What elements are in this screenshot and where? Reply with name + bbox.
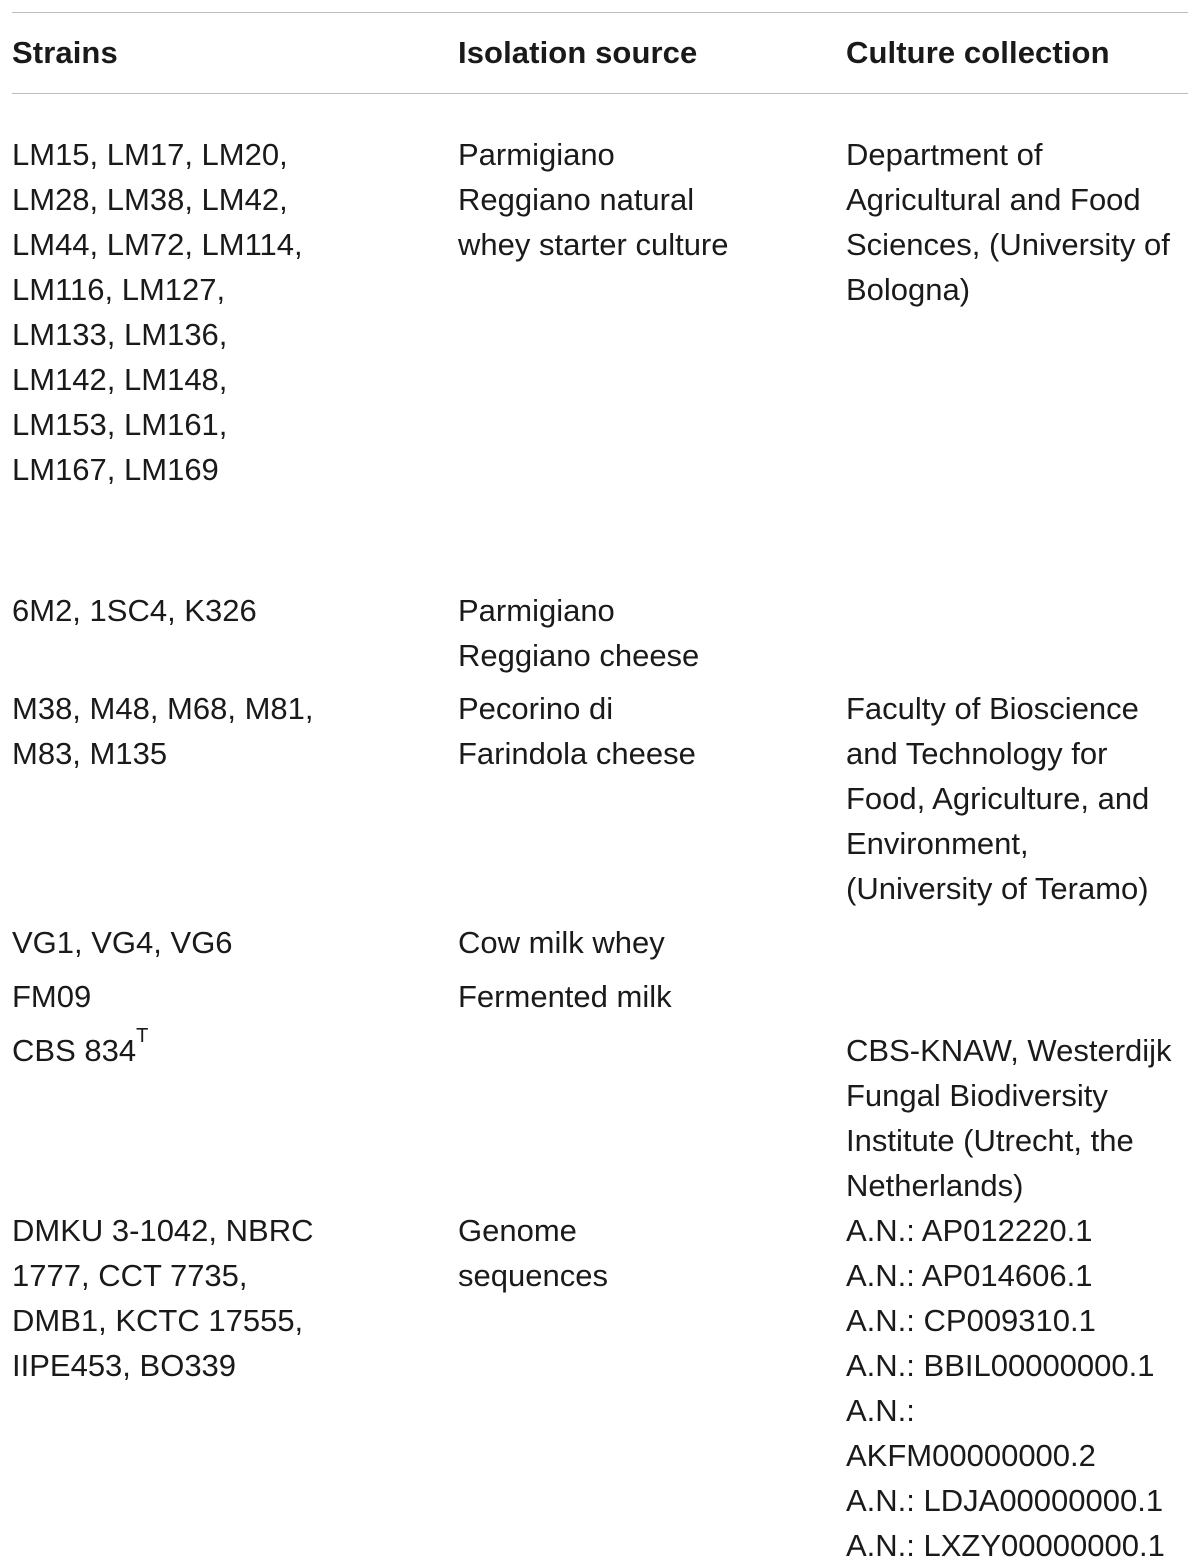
table-row xyxy=(12,974,1188,1019)
cell-culture-collection-line: Netherlands) xyxy=(846,1168,1024,1203)
cell-strains-line: LM28, LM38, LM42, xyxy=(12,182,288,217)
cell-isolation-source xyxy=(458,686,846,911)
table-row xyxy=(12,588,1188,678)
cell-culture-collection-line: Fungal Biodiversity xyxy=(846,1078,1108,1113)
cell-isolation-source-line: Reggiano natural xyxy=(458,182,695,217)
cell-strains-line: LM116, LM127, xyxy=(12,272,226,307)
cell-isolation-source xyxy=(458,1208,846,1568)
cell-strains-line: IIPE453, BO339 xyxy=(12,1348,237,1383)
header-isolation-source: Isolation source xyxy=(458,35,698,70)
cell-strains-line: M38, M48, M68, M81, xyxy=(12,691,314,726)
cell-isolation-source-line: Reggiano cheese xyxy=(458,638,700,673)
table-row xyxy=(12,132,1188,492)
cell-strains-line: DMB1, KCTC 17555, xyxy=(12,1303,304,1338)
cell-isolation-source-line: Genome xyxy=(458,1213,577,1248)
cell-isolation-source-line: whey starter culture xyxy=(458,227,729,262)
cell-culture-collection-line: Sciences, (University of xyxy=(846,227,1170,262)
table-row xyxy=(12,1025,1188,1208)
strains-table xyxy=(12,12,1188,1563)
cell-strains xyxy=(12,1208,458,1568)
table-row xyxy=(12,686,1188,911)
cell-culture-collection-line: and Technology for xyxy=(846,736,1108,771)
cell-culture-collection-line: Agricultural and Food xyxy=(846,182,1141,217)
cell-isolation-source xyxy=(458,974,846,1019)
cell-strains-line: LM15, LM17, LM20, xyxy=(12,137,288,172)
cell-strains-line: FM09 xyxy=(12,979,92,1014)
cell-strains-line: LM167, LM169 xyxy=(12,452,219,487)
cell-isolation-source xyxy=(458,920,846,965)
cell-strains-line: LM133, LM136, xyxy=(12,317,228,352)
cell-culture-collection xyxy=(846,686,1188,911)
cell-isolation-source-line: Pecorino di xyxy=(458,691,614,726)
cell-strains-line: LM153, LM161, xyxy=(12,407,228,442)
cell-culture-collection-line: Food, Agriculture, and xyxy=(846,781,1150,816)
cell-culture-collection-line: Environment, xyxy=(846,826,1029,861)
cell-strains xyxy=(12,686,458,911)
cell-strains-line: DMKU 3-1042, NBRC xyxy=(12,1213,314,1248)
cell-culture-collection xyxy=(846,132,1188,492)
header-strains: Strains xyxy=(12,35,118,70)
cell-culture-collection xyxy=(846,974,1188,1019)
cell-culture-collection-line: A.N.: xyxy=(846,1393,915,1428)
table-header-rule xyxy=(12,93,1188,94)
cell-isolation-source xyxy=(458,588,846,678)
type-strain-superscript: T xyxy=(136,1025,149,1047)
cell-culture-collection-line: A.N.: AP012220.1 xyxy=(846,1213,1093,1248)
cell-strains xyxy=(12,588,458,678)
cell-isolation-source xyxy=(458,1028,846,1208)
cell-isolation-source-line: Fermented milk xyxy=(458,979,672,1014)
cell-isolation-source-line: Farindola cheese xyxy=(458,736,696,771)
cell-culture-collection-line: A.N.: LXZY00000000.1 xyxy=(846,1528,1165,1563)
cell-strains-line: LM44, LM72, LM114, xyxy=(12,227,303,262)
cell-strains-line: VG1, VG4, VG6 xyxy=(12,925,233,960)
strain-name: CBS 834 xyxy=(12,1033,137,1068)
cell-isolation-source-line: Cow milk whey xyxy=(458,925,665,960)
cell-culture-collection-line: A.N.: LDJA00000000.1 xyxy=(846,1483,1164,1518)
cell-culture-collection xyxy=(846,920,1188,965)
cell-strains-line: M83, M135 xyxy=(12,736,168,771)
header-culture-collection: Culture collection xyxy=(846,35,1110,70)
cell-culture-collection-line: CBS-KNAW, Westerdijk xyxy=(846,1033,1172,1068)
cell-isolation-source-line: Parmigiano xyxy=(458,593,615,628)
cell-strains-line: LM142, LM148, xyxy=(12,362,228,397)
cell-culture-collection-line: (University of Teramo) xyxy=(846,871,1149,906)
cell-culture-collection-line: Faculty of Bioscience xyxy=(846,691,1139,726)
cell-isolation-source-line: Parmigiano xyxy=(458,137,615,172)
table-row xyxy=(12,920,1188,965)
cell-strains xyxy=(12,974,458,1019)
cell-culture-collection-line: Institute (Utrecht, the xyxy=(846,1123,1134,1158)
cell-culture-collection-line: Department of xyxy=(846,137,1043,172)
cell-strains xyxy=(12,920,458,965)
cell-isolation-source-line: sequences xyxy=(458,1258,608,1293)
cell-culture-collection xyxy=(846,1028,1188,1208)
cell-strains-line: 1777, CCT 7735, xyxy=(12,1258,248,1293)
cell-culture-collection xyxy=(846,588,1188,678)
cell-culture-collection-line: A.N.: CP009310.1 xyxy=(846,1303,1096,1338)
cell-strains xyxy=(12,1025,458,1208)
cell-strains-line: 6M2, 1SC4, K326 xyxy=(12,593,257,628)
cell-strains xyxy=(12,132,458,492)
cell-culture-collection-line: A.N.: BBIL00000000.1 xyxy=(846,1348,1155,1383)
table-row xyxy=(12,1208,1188,1568)
cell-isolation-source xyxy=(458,132,846,492)
cell-culture-collection-line: Bologna) xyxy=(846,272,971,307)
cell-culture-collection-line: AKFM00000000.2 xyxy=(846,1438,1096,1473)
cell-culture-collection xyxy=(846,1208,1188,1568)
cell-culture-collection-line: A.N.: AP014606.1 xyxy=(846,1258,1093,1293)
table-header-row xyxy=(12,13,1188,93)
cell-strains-line xyxy=(12,1025,458,1073)
